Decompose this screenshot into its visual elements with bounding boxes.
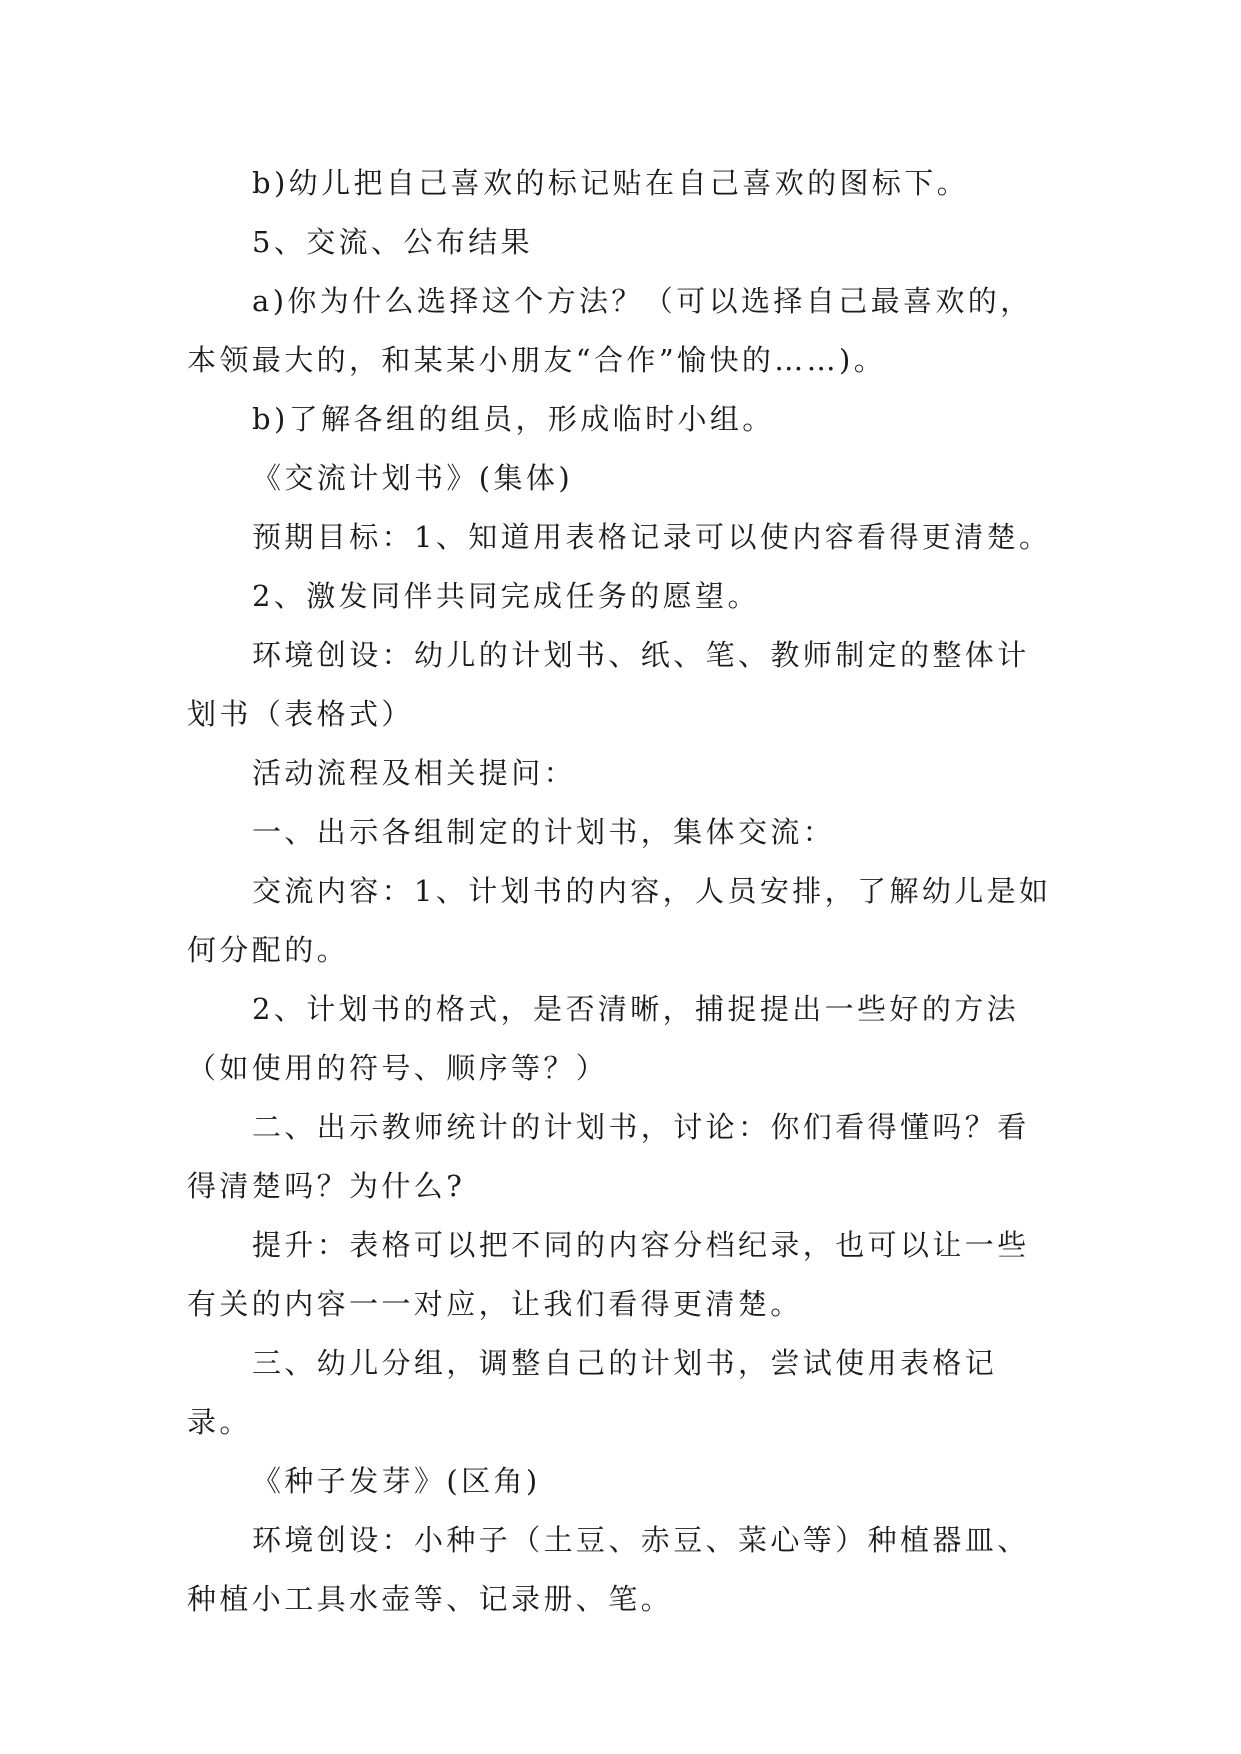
paragraph: 三、幼儿分组，调整自己的计划书，尝试使用表格记录。 [187, 1346, 998, 1439]
document-body [187, 154, 1057, 1629]
paragraph: 活动流程及相关提问： [252, 756, 577, 790]
paragraph: 交流内容：1、计划书的内容，人员安排，了解幼儿是如何分配的。 [187, 874, 1052, 967]
paragraph: 二、出示教师统计的计划书，讨论：你们看得懂吗？看得清楚吗？为什么? [187, 1110, 1030, 1203]
paragraph: 环境创设：小种子（土豆、赤豆、菜心等）种植器皿、种植小工具水壶等、记录册、笔。 [187, 1523, 1030, 1616]
paragraph: 2、激发同伴共同完成任务的愿望。 [252, 579, 760, 613]
paragraph: 提升：表格可以把不同的内容分档纪录，也可以让一些有关的内容一一对应，让我们看得更清楚。 [187, 1228, 1030, 1321]
paragraph: b)了解各组的组员，形成临时小组。 [252, 402, 775, 436]
activity-title: 《交流计划书》(集体) [252, 461, 574, 495]
activity-title: 《种子发芽》(区角) [252, 1464, 541, 1498]
paragraph: 预期目标：1、知道用表格记录可以使内容看得更清楚。 [252, 520, 1052, 554]
paragraph: 一、出示各组制定的计划书，集体交流： [252, 815, 836, 849]
paragraph: 环境创设：幼儿的计划书、纸、笔、教师制定的整体计划书（表格式） [187, 638, 1030, 731]
paragraph: 2、计划书的格式，是否清晰，捕捉提出一些好的方法（如使用的符号、顺序等？） [187, 992, 1020, 1085]
paragraph: b)幼儿把自己喜欢的标记贴在自己喜欢的图标下。 [252, 166, 970, 200]
section-heading: 5、交流、公布结果 [252, 225, 534, 259]
paragraph: a)你为什么选择这个方法？（可以选择自己最喜欢的，本领最大的，和某某小朋友“合作”愉快的……)。 [187, 284, 1033, 377]
